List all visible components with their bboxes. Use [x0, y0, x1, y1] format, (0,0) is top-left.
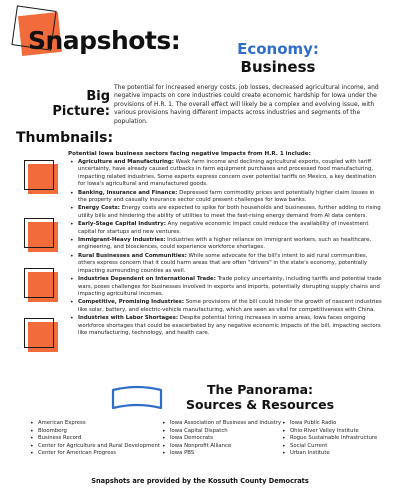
- source-item: • Iowa Association of Business and Industry: [162, 420, 281, 428]
- list-item: [68, 299, 384, 314]
- big-picture-text: The potential for increased energy costs, job losses, decreased agricultural income, and negative impacts on core industries could create economic hardship for Iowa under the provisions of H.R. 1. The overall effect will likely be a complex and evolving issue, with various provisions having different impacts across industries and segments of the population.: [114, 84, 379, 125]
- item-text: Depressed farm commodity prices and potentially higher claim losses in the property and casualty insurance sector could present challenges for Iowa banks.: [78, 189, 375, 204]
- list-item: [68, 190, 384, 205]
- item-term: Rural Businesses and Communities:: [78, 252, 187, 259]
- panorama-icon: [110, 384, 164, 414]
- sources-column-3: [282, 420, 377, 458]
- list-item: [68, 205, 384, 220]
- item-text: Trade policy uncertainty, including tariffs and potential trade wars, poses challenges for businesses involved in exports and imports, potentially disrupting supply chains and impacting agricultural incomes.: [78, 276, 382, 297]
- item-text: Industries with a higher reliance on immigrant workers, such as healthcare, engineering, and biosciences, could experience workforce shortages.: [78, 237, 372, 251]
- panorama-title: [160, 382, 360, 412]
- item-text: Weak farm income and declining agricultural exports, coupled with tariff uncertainty, have already caused cutbacks in farm equipment purchases and processed food manufacturing, impacting related industries. Some experts express concern over potential tariffs on Mexico, a key destination for Iowa's agricultural and manufactured goods.: [78, 159, 376, 188]
- impact-list-heading: Potential Iowa business sectors facing negative impacts from H.R. 1 include:: [68, 151, 311, 157]
- source-item: • Ohio River Valley Institute: [282, 428, 377, 436]
- big-picture-label: [50, 89, 110, 119]
- item-term: Competitive, Promising Industries:: [78, 299, 184, 306]
- source-item: • Center for Agriculture and Rural Development: [30, 443, 160, 451]
- item-text: Any negative economic impact could reduce the availability of investment capital for startups and new ventures.: [78, 221, 369, 235]
- item-text: Despite potential hiring increases in some areas, Iowa faces ongoing workforce shortages that could be exacerbated by any negative economic impacts of the bill, impacting sectors like manufacturing, technology, and health care.: [78, 315, 381, 336]
- list-item: [68, 237, 384, 252]
- source-item: • Center for American Progress: [30, 450, 160, 458]
- big-picture-label-line2: Picture:: [52, 104, 110, 119]
- item-term: Early-Stage Capital Industry:: [78, 221, 166, 228]
- item-term: Industries with Labor Shortages:: [78, 315, 179, 322]
- orange-square-graphic: [24, 160, 60, 196]
- footer-credit: Snapshots are provided by the Kossuth County Democrats: [91, 477, 309, 485]
- source-item: • Social Current: [282, 443, 377, 451]
- panorama-title-line2: Sources & Resources: [185, 397, 335, 412]
- source-item: • Bloomberg: [30, 428, 160, 436]
- topic-title: [168, 40, 388, 76]
- item-term: Banking, Insurance and Finance:: [78, 189, 178, 196]
- item-text: Energy costs are expected to spike for both households and businesses, further adding to rising utility bills and hindering the ability of utilities to meet the fast-rising energy demand from AI data centers.: [78, 205, 381, 219]
- list-item: [68, 221, 384, 236]
- sources-column-1: [30, 420, 160, 458]
- item-term: Industries Dependent on International Trade:: [78, 276, 216, 283]
- source-item: • Iowa Capital Dispatch: [162, 428, 281, 436]
- source-item: • Business Record: [30, 435, 160, 443]
- source-item: • Iowa PBS: [162, 450, 281, 458]
- thumbnails-title: Thumbnails:: [16, 130, 114, 146]
- source-item: • Iowa Democrats: [162, 435, 281, 443]
- big-picture-label-line1: Big: [86, 89, 110, 104]
- panorama-title-line1: The Panorama:: [206, 382, 314, 397]
- impact-list-section: [68, 150, 384, 338]
- source-item: • American Express: [30, 420, 160, 428]
- orange-square-graphic: [24, 268, 60, 304]
- topic-subject: Business: [240, 58, 316, 76]
- item-text: While some advocate for the bill's intent to aid rural communities, others express concern that it could harm areas that are often "drivers" in the state's economy, potentially impacting surrounding counties as well.: [78, 252, 368, 274]
- impact-list: [68, 159, 384, 337]
- item-term: Energy Costs:: [78, 205, 120, 212]
- list-item: [68, 159, 384, 189]
- list-item: [68, 253, 384, 275]
- source-item: • Iowa Nonprofit Alliance: [162, 443, 281, 451]
- source-item: • Iowa Public Radio: [282, 420, 377, 428]
- orange-square-graphic: [24, 218, 60, 254]
- item-term: Immigrant-Heavy Industries:: [78, 237, 166, 244]
- logo-title: Snapshots:: [28, 26, 181, 55]
- orange-square-graphic: [24, 318, 60, 354]
- item-term: Agriculture and Manufacturing:: [78, 159, 174, 165]
- topic-category: Economy:: [237, 40, 319, 58]
- snapshots-logo: [14, 6, 181, 68]
- item-text: Some provisions of the bill could hinder the growth of nascent industries like solar, battery, and electric-vehicle manufacturing, which are seen as vital for competitiveness with China.: [78, 299, 382, 313]
- source-item: • Rogue Sustainable Infrastructure: [282, 435, 377, 443]
- list-item: [68, 276, 384, 298]
- sources-column-2: [162, 420, 281, 458]
- list-item: [68, 315, 384, 337]
- source-item: • Urban Institute: [282, 450, 377, 458]
